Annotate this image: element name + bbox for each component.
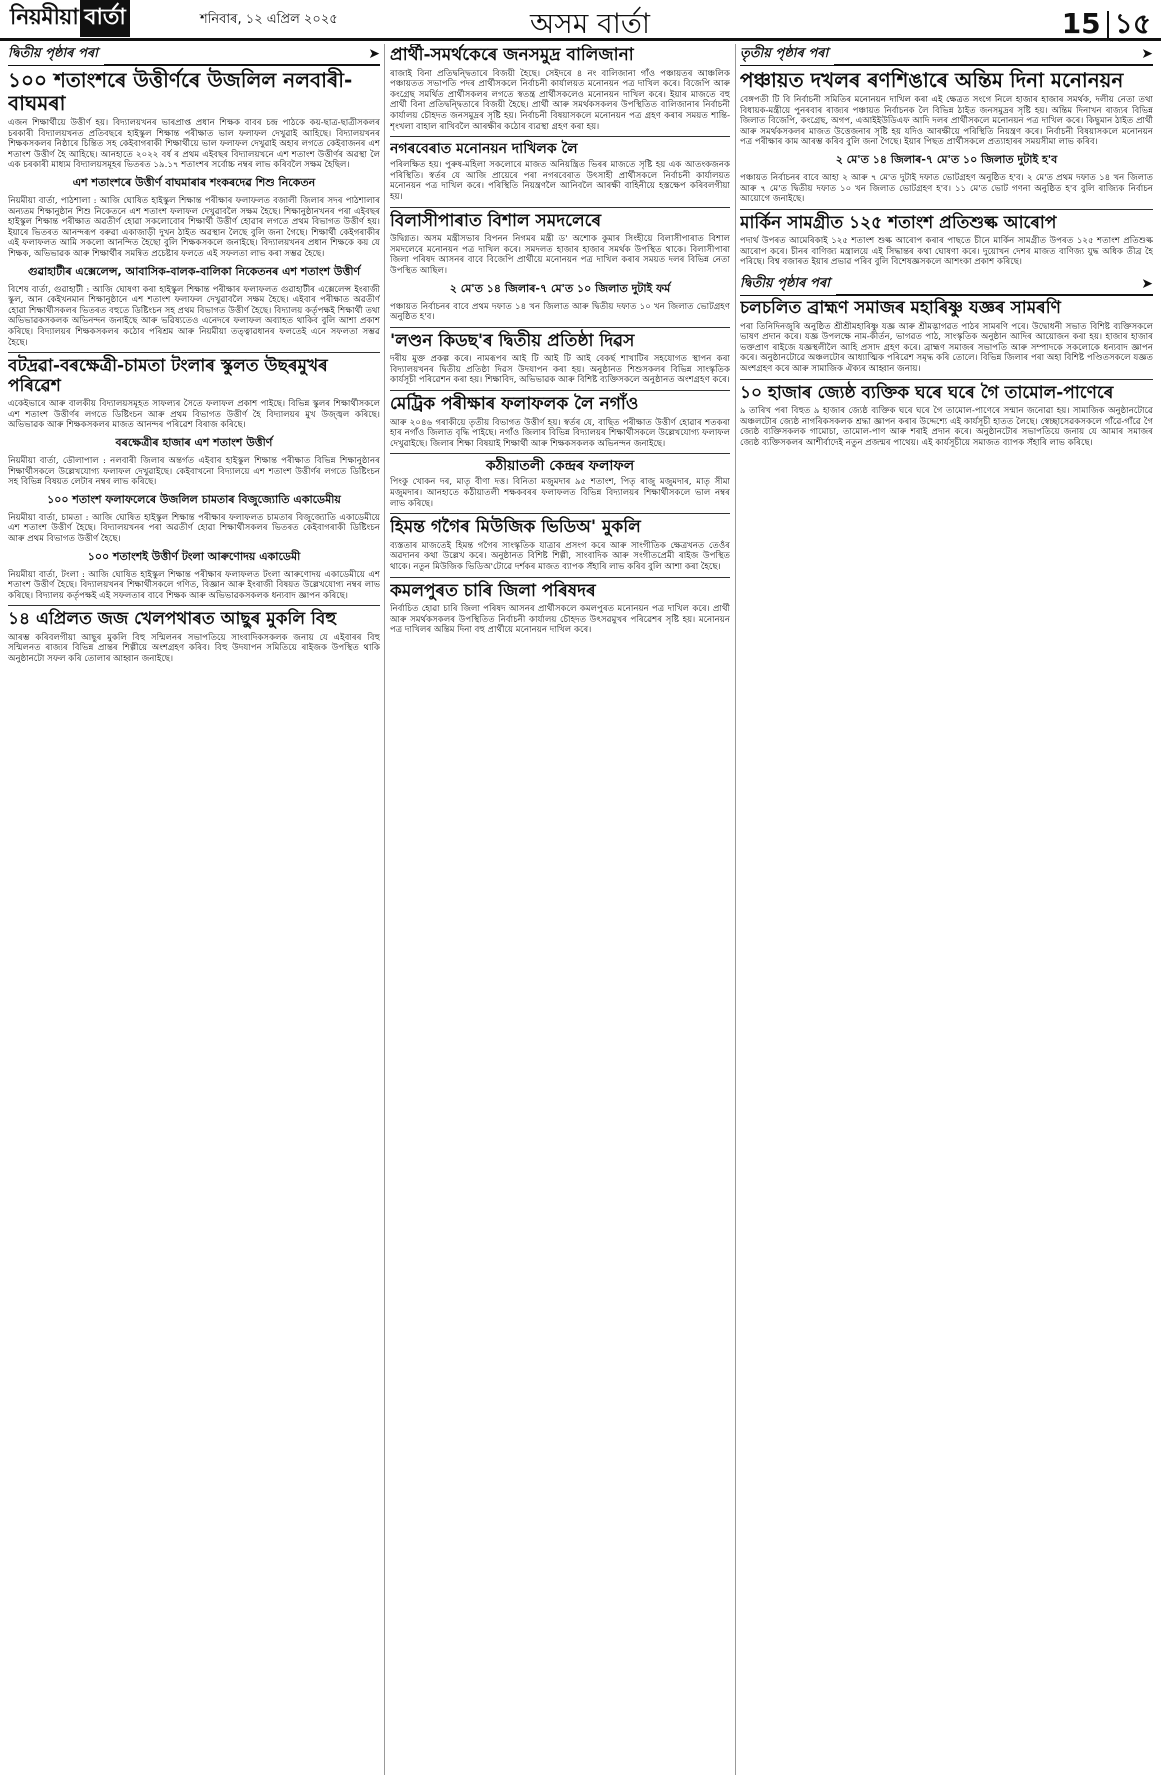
- logo-part2: বাৰ্তা: [80, 0, 130, 37]
- headline: মেট্ৰিক পৰীক্ষাৰ ফলাফলক লৈ নগাঁও: [390, 394, 639, 415]
- article-text: পৰা তিনিদিনজুৰি অনুষ্ঠিত শ্ৰীশ্ৰীমহাৰিষ্ণু যজ্ঞ আৰু শ্ৰীমদ্ভাগৱত পাঠৰ সামৰণি পৰে। উদ্বোধনী সভাত বিশিষ্ট ব্যক্তিসকলে ভাষণ প্ৰদান কৰে। যজ্ঞ উপলক্ষে নাম-কীৰ্তন, ভাগৱত পাঠ, সাংস্কৃতিক অনুষ্ঠান আদিৰ আয়োজন কৰা হয়। হাজাৰ হাজাৰ ভক্তপ্ৰাণ ৰাইজে যজ্ঞস্থলীলৈ আহি প্ৰসাদ গ্ৰহণ কৰে। ব্ৰাহ্মণ সমাজৰ সভাপতি আৰু সম্পাদকে সকলোকে ধন্যবাদ জ্ঞাপন কৰে। অনুষ্ঠানটোৱে অঞ্চলটোৰ আধ্যাত্মিক পৰিৱেশ সমৃদ্ধ কৰি তোলে। বিভিন্ন জিলাৰ পৰা অহা বিশিষ্ট পণ্ডিতসকলে যজ্ঞত অংশগ্ৰহণ কৰে আৰু সামাজিক ঐক্যৰ আহ্বান জনায়।: [740, 321, 1153, 374]
- article-text: দৰীয় মুক্ত প্ৰকল্প কৰে। নামৰূপৰ আই টি আই টি আই বেকৰ্ছ শাখাটিৰ সহযোগত স্থাপন কৰা বিদ্যালয়খনৰ দ্বিতীয় প্ৰতিষ্ঠা দিৱস উদযাপন কৰা হয়। অনুষ্ঠানত শিশুসকলৰ বিভিন্ন সাংস্কৃতিক কাৰ্যসূচী পৰিৱেশন কৰা হয়। শিক্ষাবিদ, অভিভাৱক আৰু বিশিষ্ট ব্যক্তিসকলে অনুষ্ঠানত অংশগ্ৰহণ কৰে।: [390, 354, 730, 386]
- headline: কঠীয়াতলী কেন্দ্ৰৰ ফলাফল: [485, 458, 635, 475]
- headline: বিলাসীপাৰাত বিশাল সমদলেৰে: [390, 210, 602, 231]
- article-text: পঞ্চায়ত নিৰ্বাচনৰ বাবে আহা ২ আৰু ৭ মে'ত দুটাই দফাত ভোটগ্ৰহণ অনুষ্ঠিত হ'ব। ২ মে'ত প্ৰথম দফাত ১৪ খন জিলাত আৰু ৭ মে'ত দ্বিতীয় দফাত ১০ খন জিলাত ভোটগ্ৰহণ হ'ব। ১১ মে'ত ভোট গণনা অনুষ্ঠিত হ'ব বুলি ৰাজ্যিক নিৰ্বাচন আয়োগে জনাইছে।: [740, 172, 1153, 205]
- article-text: পিংকু খোকন দৰ, মাতৃ বীণা দত্ত। বিনিতা মজুমদাৰ ৯৫ শতাংশ, পিতৃ ৰাজু মজুমদাৰ, মাতৃ সীমা মজুমদাৰ। আনহাতে কঠীয়াতলী শক্ষকবৰৰ ফলাফলত বিভিন্ন বিদ্যালয়ৰ শিক্ষাৰ্থীসকলে ভাল নম্বৰ লাভ কৰিছে।: [390, 477, 730, 509]
- article-text: ৯ তাৰিখ পৰা বিহুত ৯ হাজাৰ জ্যেষ্ঠ ব্যক্তিক ঘৰে ঘৰে গৈ তামোল-পাণেৰে সন্মান জনোৱা হয়। সামাজিক অনুষ্ঠানটোৱে অঞ্চলটোৰ জ্যেষ্ঠ নাগৰিকসকলক শ্ৰদ্ধা জ্ঞাপন কৰাৰ উদ্দেশ্যে এই কাৰ্যসূচী হাতত লৈছে। স্বেচ্ছাসেৱকসকলে গাঁৱে-গাঁৱে গৈ জ্যেষ্ঠ ব্যক্তিসকলক গামোচা, তামোল-পাণ আৰু শৰাই প্ৰদান কৰে। অনুষ্ঠানটোৰ সভাপতিয়ে জনায় যে আমাৰ সমাজৰ জ্যেষ্ঠ ব্যক্তিসকলৰ আশীৰ্বাদেই নতুন প্ৰজন্মৰ পাথেয়। এই কাৰ্যসূচীয়ে সমাজত ব্যাপক সঁহাৰি লাভ কৰিছে।: [740, 406, 1153, 448]
- article-text: ৰাজাই বিনা প্ৰতিদ্বন্দ্বিতাৰে বিজয়ী হৈছে। সেইদৰে ৪ নং বালিজানা গাঁও পঞ্চায়তৰ আঞ্চলিক পঞ্চায়তত সভাপতি পদৰ প্ৰাৰ্থীসকলে নিৰ্বাচনী কাৰ্যালয়ত মনোনয়ন পত্ৰ দাখিল কৰে। বিজেপি আৰু কংগ্ৰেছ সমৰ্থিত প্ৰাৰ্থীসকলৰ লগতে স্বতন্ত্ৰ প্ৰাৰ্থীসকলেও মনোনয়ন দাখিল কৰে। ইয়াৰ মাজতে বহু প্ৰাৰ্থী বিনা প্ৰতিদ্বন্দ্বিতাৰে বিজয়ী হৈছে। প্ৰাৰ্থী আৰু সমৰ্থকসকলৰ উপস্থিতিত বালিজানাৰ নিৰ্বাচনী কাৰ্যালয় চৌহদত জনসমুদ্ৰৰ সৃষ্টি হয়। নিৰ্বাচনী বিষয়াসকলে মনোনয়ন পত্ৰ গ্ৰহণ কৰাৰ সময়ত শান্তি-শৃংখলা বাহাল ৰাখিবলৈ আৰক্ষীৰ কঠোৰ ব্যৱস্থা গ্ৰহণ কৰা হয়।: [390, 68, 730, 132]
- article-text: বিশেষ বাৰ্তা, গুৱাহাটী : আজি ঘোষণা কৰা হাইস্কুল শিক্ষান্ত পৰীক্ষাৰ ফলাফলত গুৱাহাটীৰ এক্সেলেন্স ইংৰাজী স্কুল, আন কেইখনমান শিক্ষানুষ্ঠানে এশ শতাংশ ফলাফল দেখুৱাবলৈ সক্ষম হৈছে। এইবাৰ পৰীক্ষাত অৱতীৰ্ণ হোৱা শিক্ষাৰ্থীসকলৰ ভিতৰত বহুতে ডিষ্টিংচন সহ প্ৰথম বিভাগত উত্তীৰ্ণ হৈছে। বিদ্যালয় কৰ্তৃপক্ষই শিক্ষাৰ্থী তথা অভিভাৱকসকলক অভিনন্দন জনাইছে আৰু ভৱিষ্যতেও এনেদৰে ফলাফল অব্যাহত থাকিব বুলি আশা প্ৰকাশ কৰিছে। বিদ্যালয়ৰ শিক্ষকসকলৰ কঠোৰ পৰিশ্ৰম আৰু নিয়মীয়া তত্ত্বাৱধানৰ ফলতেই এনে সফলতা সম্ভৱ হৈছে।: [8, 284, 380, 348]
- headline: ১০০ শতাংশৰে উত্তীৰ্ণৰে উজলিল নলবাৰী-বাঘমৰা: [8, 68, 353, 115]
- subheading: এশ শতাংশৰে উত্তীৰ্ণ বাঘমাৰাৰ শংকৰদেৱ শিশু নিকেতন: [72, 175, 316, 189]
- article-box: [8, 352, 380, 601]
- subheading: বৰক্ষেত্ৰীৰ হাজাৰ এশ শতাংশ উত্তীৰ্ণ: [115, 435, 273, 449]
- article-box: [390, 327, 730, 386]
- subheading: ২ মে'ত ১৪ জিলাৰ-৭ মে'ত ১০ জিলাত দুটাই ফৰ্ম: [449, 281, 671, 295]
- article-text: বেঙ্গপতী টি বি নিৰ্বাচনী সমিতিৰ মনোনয়ন দাখিল কৰা এই ক্ষেত্ৰত সংগে নিলে হাজাৰ হাজাৰ সমৰ্থক, দলীয় নেতা তথা বিধায়ক-মন্ত্ৰীয়ে পুনৰবাৰ ৰাজ্যৰ পঞ্চায়ত নিৰ্বাচনক লৈ বিভিন্ন ঠাইত জনসমুদ্ৰৰ সৃষ্টি হয়। অন্তিম দিনাখন ৰাজ্যৰ বিভিন্ন জিলাত বিজেপি, কংগ্ৰেছ, অগপ, এআইইউডিএফ আদি দলৰ প্ৰাৰ্থীসকলে মনোনয়ন পত্ৰ দাখিল কৰে। কিছুমান ঠাইত প্ৰাৰ্থী আৰু সমৰ্থকসকলৰ মাজত উত্তেজনাৰ সৃষ্টি হয় যদিও আৰক্ষীয়ে পৰিস্থিতি নিয়ন্ত্ৰণ কৰে। নিৰ্বাচনী বিষয়াসকলে মনোনয়ন পত্ৰ পৰীক্ষাৰ কাম আৰম্ভ কৰিব বুলি জনা গৈছে। ইয়াৰ পিছত প্ৰাৰ্থীসকলে প্ৰত্যাহাৰৰ সময়সীমা লাভ কৰিব।: [740, 95, 1153, 148]
- continuation-bar: [740, 44, 1153, 66]
- column-rule: [384, 44, 385, 1775]
- headline: ১৪ এপ্ৰিলত জজ খেলপথাৰত আছুৰ মুকলি বিহু: [8, 609, 337, 630]
- subheading: ১০০ শতাংশ ফলাফলেৰে উজলিল চামতাৰ বিজুজ্যোতি একাডেমীয়: [47, 492, 341, 506]
- article-box: [740, 379, 1153, 449]
- article-text: একেইভাৰে আৰু বালকীয় বিদ্যালয়সমূহত সাফল্যৰ সৈতে ফলাফল প্ৰকাশ পাইছে। বিভিন্ন স্কুলৰ শিক্ষাৰ্থীসকলে এশ শতাংশ উত্তীৰ্ণৰ লগতে ডিষ্টিংচন আৰু প্ৰথম বিভাগত উত্তীৰ্ণ হৈ বিদ্যালয়ৰ মুখ উজ্জ্বল কৰিছে। অভিভাৱক আৰু শিক্ষকসকলৰ মাজত আনন্দৰ পৰিৱেশ বিৰাজ কৰিছে।: [8, 399, 380, 431]
- continuation-label: দ্বিতীয় পৃষ্ঠাৰ পৰা: [8, 44, 104, 65]
- headline: প্ৰাৰ্থী-সমৰ্থকেৰে জনসমুদ্ৰ বালিজানা: [390, 45, 634, 65]
- headline: পঞ্চায়ত দখলৰ ৰণশিঙাৰে অন্তিম দিনা মনোনয়ন: [740, 68, 1124, 92]
- article-box: [740, 209, 1153, 268]
- article-box: [8, 605, 380, 664]
- article-text: পঞ্চায়ত নিৰ্বাচনৰ বাবে প্ৰথম দফাত ১৪ খন জিলাত আৰু দ্বিতীয় দফাত ১০ খন জিলাত ভোটগ্ৰহণ অনুষ্ঠিত হ'ব।: [390, 301, 730, 323]
- article-text: আৰম্ভ কৰিবলগীয়া আছুৰ মুকলি বিহু সন্মিলনৰ সভাপতিয়ে সাংবাদিকসকলক জনায় যে এইবাৰৰ বিহু সন্মিলনত ৰাজ্যৰ বিভিন্ন প্ৰান্তৰ শিল্পীয়ে অংশগ্ৰহণ কৰিব। বিহু উদযাপন সমিতিয়ে ৰাইজক উপস্থিত থাকি অনুষ্ঠানটো সফল কৰি তোলাৰ আহ্বান জনাইছে।: [8, 632, 380, 665]
- article-text: উদ্বিগ্নত। অসম মন্ত্ৰীসভাৰ বিপনন নিগমৰ মন্ত্ৰী ড' অশোক কুমাৰ সিংহীয়ে বিলাসীপাৰাত বিশাল সমদলেৰে মনোনয়ন পত্ৰ দাখিল কৰে। সমদলত হাজাৰ হাজাৰ সমৰ্থক উপস্থিত থাকে। বিলাসীপাৰা জিলা পৰিষদ আসনৰ বাবে বিজেপি প্ৰাৰ্থীয়ে মনোনয়ন পত্ৰ দাখিল কৰাৰ সময়ত দলৰ বিভিন্ন নেতা উপস্থিত আছিল।: [390, 234, 730, 276]
- article-text: পদাৰ্থ উপৰত আমেৰিকাই ১২৫ শতাংশ শুল্ক আৰোপ কৰাৰ পাছতে চীনে মাৰ্কিন সামগ্ৰীত উপৰত ১২৫ শতাংশ প্ৰতিশুল্ক আৰোপ কৰে। চীনৰ বাণিজ্য মন্ত্ৰালয়ে এই সিদ্ধান্তৰ কথা ঘোষণা কৰে। দুয়োখন দেশৰ মাজত বাণিজ্য যুদ্ধ অধিক তীব্ৰ হৈ পৰিছে। বিশ্ব বজাৰত ইয়াৰ প্ৰভাৱ পৰিব বুলি বিশেষজ্ঞসকলে আশংকা প্ৰকাশ কৰিছে।: [740, 236, 1153, 268]
- article-text: নিৰ্বাচিত হোৱা চাৰি জিলা পৰিষদ আসনৰ প্ৰাৰ্থীসকলে কমলপুৰত মনোনয়ন পত্ৰ দাখিল কৰে। প্ৰাৰ্থী আৰু সমৰ্থকসকলৰ উপস্থিতিত নিৰ্বাচনী কাৰ্যালয় চৌহদত উৎসৱমুখৰ পৰিৱেশৰ সৃষ্টি হয়। মনোনয়ন পত্ৰ দাখিলৰ অন্তিম দিনা বহু প্ৰাৰ্থীয়ে মনোনয়ন দাখিল কৰে।: [390, 604, 730, 636]
- column-right: [740, 44, 1153, 1779]
- article-text: ব্যস্ততাৰ মাজতেই হিমন্ত গগৈৰ সাংস্কৃতিক যাত্ৰাৰ প্ৰসংগ কৰে আৰু সাংগীতিক ক্ষেত্ৰখনত তেওঁৰ অৱদানৰ কথা উল্লেখ কৰে। অনুষ্ঠানত বিশিষ্ট শিল্পী, সাংবাদিক আৰু সংগীতপ্ৰেমী ৰাইজ উপস্থিত থাকে। নতুন মিউজিক ভিডিঅ'টোৱে দৰ্শকৰ মাজত ব্যাপক সঁহাৰি লাভ কৰিব বুলি আশা কৰা হৈছে।: [390, 540, 730, 572]
- continuation-label: তৃতীয় পৃষ্ঠাৰ পৰা: [740, 44, 834, 65]
- issue-date: শনিবাৰ, ১২ এপ্ৰিল ২০২৫: [200, 12, 338, 27]
- subheading: ২ মে'ত ১৪ জিলাৰ-৭ মে'ত ১০ জিলাত দুটাই হ'ব: [835, 152, 1058, 166]
- article-box: [390, 136, 730, 202]
- article-text: নিয়মীয়া বাৰ্তা, চামতা : আজি ঘোষিত হাইস্কুল শিক্ষান্ত পৰীক্ষাৰ ফলাফলত চামতাৰ বিজুজ্যোতি একাডেমীয়ে এশ শতাংশ উত্তীৰ্ণ হৈছে। বিদ্যালয়খনৰ পৰা অৱতীৰ্ণ হোৱা শিক্ষাৰ্থীসকলৰ ভিতৰত কেইবাগৰাকী ডিষ্টিংচন আৰু প্ৰথম বিভাগত উত্তীৰ্ণ হৈছে।: [8, 512, 380, 544]
- page-number: [1062, 2, 1151, 49]
- article-box: [390, 513, 730, 572]
- continuation-bar: [740, 274, 1153, 296]
- article-box: [390, 390, 730, 449]
- continuation-label: দ্বিতীয় পৃষ্ঠাৰ পৰা: [740, 274, 836, 295]
- headline: নগৰবেৰাত মনোনয়ন দাখিলক লৈ: [390, 141, 578, 158]
- masthead: [0, 0, 1161, 41]
- article-text: নিয়মীয়া বাৰ্তা, ডৌলাপাল : নলবাৰী জিলাৰ অন্তৰ্গত এইবাৰ হাইস্কুল শিক্ষান্ত পৰীক্ষাত বিভিন্ন শিক্ষানুষ্ঠানৰ শিক্ষাৰ্থীসকলে উল্লেখযোগ্য ফলাফল দেখুৱাইছে। কেইবাখনো বিদ্যালয়ে এশ শতাংশ উত্তীৰ্ণৰ লগতে ডিষ্টিংচন সহ বিভিন্ন বিষয়ত লেটাৰ নম্বৰ লাভ কৰিছে।: [8, 455, 380, 488]
- headline: কমলপুৰত চাৰি জিলা পৰিষদৰ: [390, 580, 596, 601]
- arrow-icon: ➤: [1141, 276, 1153, 293]
- subheading: ১০০ শতাংশই উত্তীৰ্ণ টংলা আৰুণোদয় একাডেমী: [87, 549, 301, 563]
- subheading: গুৱাহাটীৰ এক্সেলেন্স, আবাসিক-বালক-বালিকা নিকেতনৰ এশ শতাংশ উত্তীৰ্ণ: [27, 264, 361, 278]
- headline: 'লণ্ডন কিডছ'ৰ দ্বিতীয় প্ৰতিষ্ঠা দিৱস: [390, 330, 635, 351]
- section-title: অসম বাৰ্তা: [529, 7, 651, 40]
- headline: চলচলিত ব্ৰাহ্মণ সমাজৰ মহাৰিষ্ণু যজ্ঞৰ সামৰণি: [740, 298, 1061, 319]
- page-number-en: 15: [1061, 7, 1101, 40]
- column-left: [8, 44, 380, 1779]
- headline: হিমন্ত গগৈৰ মিউজিক ভিডিঅ' মুকলি: [390, 517, 641, 538]
- arrow-icon: ➤: [368, 46, 380, 62]
- column-middle: [390, 44, 730, 1779]
- page-number-divider: [1107, 11, 1109, 39]
- article-text: নিয়মীয়া বাৰ্তা, পাঠশালা : আজি ঘোষিত হাইস্কুল শিক্ষান্ত পৰীক্ষাৰ ফলাফলত বজালী জিলাৰ সদৰ পাঠশালাৰ অন্যতম শিক্ষানুষ্ঠান শিশু নিকেতনে এশ শতাংশ ফলাফল দেখুৱাবলৈ সক্ষম হৈছে। শিক্ষানুষ্ঠানখনৰ পৰা এইবছৰ হাইস্কুল শিক্ষান্ত পৰীক্ষাত অৱতীৰ্ণ হোৱা সকলোবোৰ শিক্ষাৰ্থী উত্তীৰ্ণ হোৱাৰ লগতে প্ৰথম বিভাগত উত্তীৰ্ণ হয়। ইয়াৰে ভিতৰত আনন্দৰূপ বৰুৱা একাজাড়ী দুখন ঠাইত অৱস্থান লৈছে বুলি জনা গৈছে। শিক্ষাৰ্থী কেইগৰাকীৰ এই ফলাফলত আমি সকলো আনন্দিত হৈছো বুলি শিক্ষকসকলে জনাইছে। বিদ্যালয়খনৰ প্ৰধান শিক্ষকে কয় যে শিক্ষক, অভিভাৱক আৰু শিক্ষাৰ্থীৰ সমন্বিত প্ৰচেষ্টাৰ ফলতে এই সফলতা লাভ কৰা সম্ভৱ হৈছে।: [8, 195, 380, 259]
- headline: ১০ হাজাৰ জ্যেষ্ঠ ব্যক্তিক ঘৰে ঘৰে গৈ তামোল-পাণেৰে: [740, 382, 1114, 403]
- headline: মাৰ্কিন সামগ্ৰীত ১২৫ শতাংশ প্ৰতিশুল্ক আৰোপ: [740, 212, 1057, 233]
- article-text: নিয়মীয়া বাৰ্তা, টংলা : আজি ঘোষিত হাইস্কুল শিক্ষান্ত পৰীক্ষাৰ ফলাফলত টংলা আৰুণোদয় একাডেমীয়ে এশ শতাংশ উত্তীৰ্ণ হৈছে। বিদ্যালয়খনৰ শিক্ষাৰ্থীসকলে গণিত, বিজ্ঞান আৰু ইংৰাজী বিষয়ত উল্লেখযোগ্য নম্বৰ লাভ কৰিছে। বিদ্যালয় কৰ্তৃপক্ষই এই সফলতাৰ বাবে শিক্ষক আৰু অভিভাৱকসকলক ধন্যবাদ জ্ঞাপন কৰিছে।: [8, 569, 380, 601]
- article-text: এজন শিক্ষার্থীয়ে উত্তীৰ্ণ হয়। বিদ্যালয়খনৰ ভাৰপ্ৰাপ্ত প্ৰধান শিক্ষক বাবৰ চন্দ্ৰ পাঠকে কয়-ছাত্ৰ-ছাত্ৰীসকলৰ চৰকাৰী বিদ্যালয়খনত প্ৰতিবছৰে হাইস্কুল শিক্ষান্ত পৰীক্ষাত ভাল ফলাফল দেখুৱাই আহিছে। বিদ্যালয়খনৰ শিক্ষকসকলৰ নিষ্ঠাৰে চিন্তিত সহ কেইবাগৰাকী শিক্ষাৰ্থীয়ে ভাল ফলাফল দেখুৱাই অহাৰ লগতে কেইবাজনৰ এশ শতাংশ উত্তীৰ্ণ হৈ আহিছে। আনহাতে ২০২২ বৰ্ষ ৰ প্ৰথম এইবছৰ বিদ্যালয়খনে এশ শতাংশ উত্তীৰ্ণৰ অৱস্থা লৈ এক চৰকাৰী মাধ্যম বিদ্যালয়সমূহৰ ভিতৰত ১৯.১৭ শতাংশৰ সৰ্বোচ্চ নম্বৰ লাভ কৰিবলৈ সক্ষম হৈছিল।: [8, 118, 380, 171]
- article-text: পৰিলক্ষিত হয়। পুৰুষ-মহিলা সকলোৰে মাজত অনিয়ন্ত্ৰিত ভিৰৰ মাজতে সৃষ্টি হয় এক আতংকজনক পৰিস্থিতি। স্বৰ্তৰ যে আজি প্ৰায়েৰে পৰা নগৰবেৰাত উৎসাহী প্ৰাৰ্থীসকলে নিৰ্বাচনী কাৰ্যালয়ত মনোনয়ন পত্ৰ দাখিল কৰে। পৰিস্থিতি নিয়ন্ত্ৰণলৈ আনিবলৈ আৰক্ষী বাহিনীয়ে হস্তক্ষেপ কৰিবলগীয়া হয়।: [390, 160, 730, 202]
- logo-part1: নিয়মীয়া: [10, 4, 79, 30]
- article-text: আৰু ২০৪৬ গৰাকীয়ে তৃতীয় বিভাগত উত্তীৰ্ণ হয়। স্বৰ্তৰ যে, বাছিত পৰীক্ষাত উত্তীৰ্ণ হোৱাৰ শতকৰা হাৰ নগাঁও জিলাত বৃদ্ধি পাইছে। নগাঁও জিলাৰ বিভিন্ন বিদ্যালয়ৰ শিক্ষাৰ্থীসকলে উল্লেখযোগ্য ফলাফল দেখুৱাইছে। জিলাৰ শিক্ষা বিষয়াই শিক্ষাৰ্থী আৰু শিক্ষকসকলক অভিনন্দন জনাইছে।: [390, 417, 730, 449]
- column-rule: [735, 44, 736, 1775]
- article-box: [390, 207, 730, 323]
- page-number-as: ১৫: [1114, 7, 1151, 40]
- article-box: [390, 453, 730, 474]
- newspaper-logo: [10, 4, 130, 32]
- headline: বটদ্ৰৱা-বৰক্ষেত্ৰী-চামতা টংলাৰ স্কুলত উছৰমুখৰ পৰিৱেশ: [8, 356, 328, 396]
- continuation-bar: [8, 44, 380, 66]
- arrow-icon: ➤: [1141, 46, 1153, 62]
- article-box: [390, 577, 730, 636]
